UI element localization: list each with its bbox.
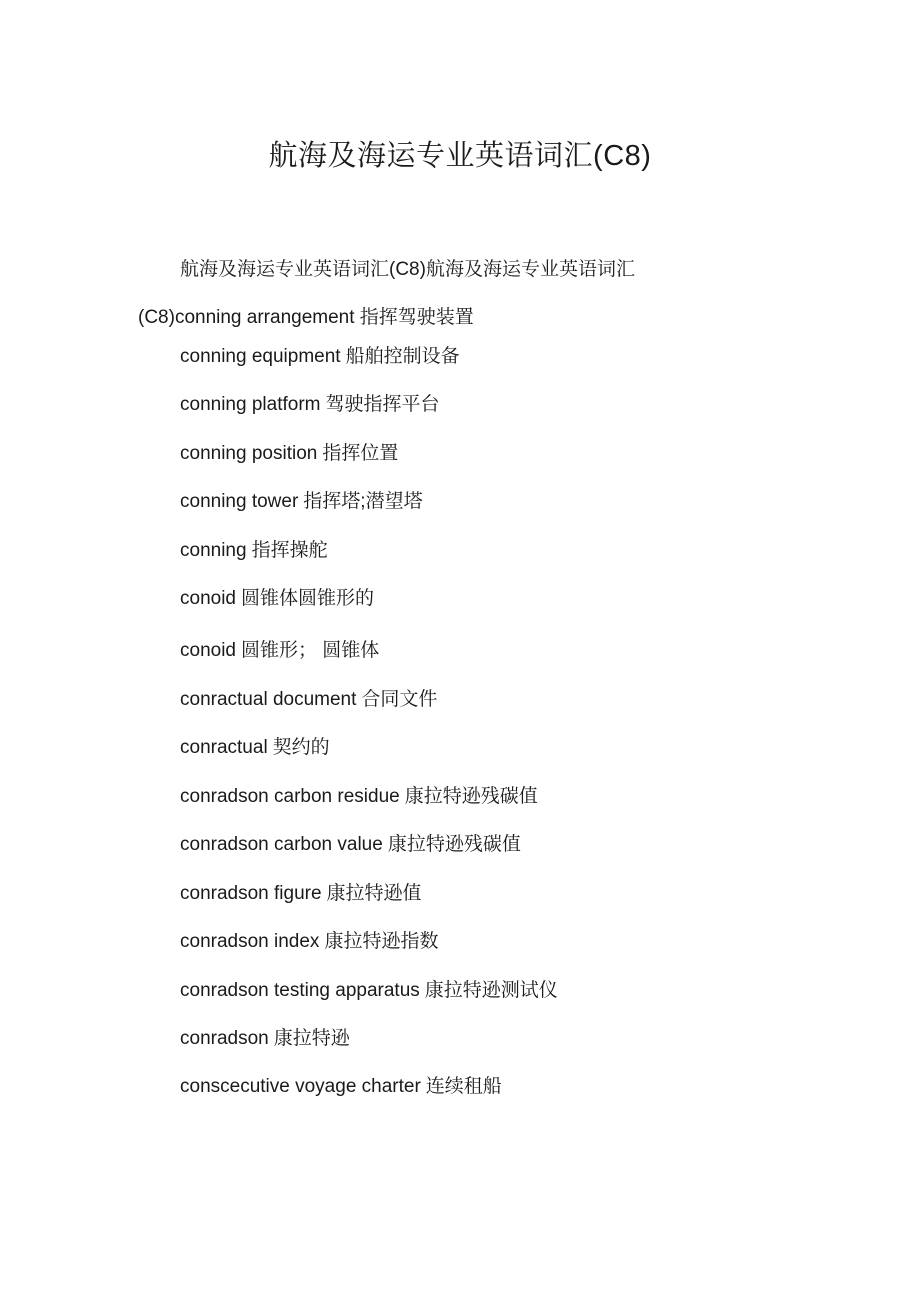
entry-translation: 合同文件 <box>361 689 438 710</box>
glossary-entry <box>180 344 460 370</box>
entry-term: conradson figure <box>180 883 322 904</box>
entry-translation: 康拉特逊测试仪 <box>424 980 558 1001</box>
glossary-entry <box>180 735 330 761</box>
entry-translation: 康拉特逊指数 <box>324 931 439 952</box>
entry-term: conradson <box>180 1028 269 1049</box>
glossary-entry <box>180 784 538 810</box>
entry-term: conractual <box>180 737 268 758</box>
entry-term: conoid <box>180 588 236 609</box>
entry-translation: 契约的 <box>272 737 330 758</box>
glossary-entry <box>180 392 439 418</box>
entry-term: conractual document <box>180 689 357 710</box>
entry-term: conscecutive voyage charter <box>180 1076 421 1097</box>
entry-translation: 指挥操舵 <box>251 540 328 561</box>
entry-term: conning position <box>180 443 318 464</box>
glossary-entry <box>180 832 521 858</box>
entry-term: conradson carbon residue <box>180 786 400 807</box>
intro-line-1: 航海及海运专业英语词汇(C8)航海及海运专业英语词汇 <box>180 259 635 280</box>
glossary-entry <box>180 441 398 467</box>
entry-translation: 圆锥形； 圆锥体 <box>241 640 380 661</box>
entry-translation: 康拉特逊残碳值 <box>404 786 538 807</box>
entry-translation: 圆锥体圆锥形的 <box>241 588 375 609</box>
glossary-entry <box>180 687 437 713</box>
page-title: 航海及海运专业英语词汇(C8) <box>268 140 652 172</box>
glossary-entry <box>180 929 438 955</box>
entry-term: conoid <box>180 640 236 661</box>
entry-term: conning platform <box>180 394 321 415</box>
glossary-entry <box>180 489 423 515</box>
entry-term: conradson carbon value <box>180 834 383 855</box>
entry-term: conning <box>180 540 247 561</box>
glossary-entry <box>180 881 422 907</box>
entry-translation: 指挥塔;潜望塔 <box>303 491 423 512</box>
entry-term: conradson testing apparatus <box>180 980 420 1001</box>
entry-translation: 康拉特逊残碳值 <box>387 834 521 855</box>
entry-translation: 康拉特逊值 <box>326 883 422 904</box>
glossary-entry <box>180 978 558 1004</box>
intro-line-2: (C8)conning arrangement 指挥驾驶装置 <box>138 307 474 328</box>
entry-term: conning tower <box>180 491 299 512</box>
glossary-entry <box>180 638 379 664</box>
entry-term: conning equipment <box>180 346 341 367</box>
glossary-entry <box>180 1074 502 1100</box>
entry-translation: 驾驶指挥平台 <box>325 394 440 415</box>
intro-paragraph <box>138 246 678 342</box>
entry-translation: 船舶控制设备 <box>345 346 460 367</box>
entry-translation: 连续租船 <box>425 1076 502 1097</box>
entry-term: conradson index <box>180 931 320 952</box>
entry-translation: 指挥位置 <box>322 443 399 464</box>
glossary-entry <box>180 1026 350 1052</box>
glossary-entry <box>180 538 328 564</box>
glossary-entry <box>180 586 374 612</box>
entry-translation: 康拉特逊 <box>273 1028 350 1049</box>
